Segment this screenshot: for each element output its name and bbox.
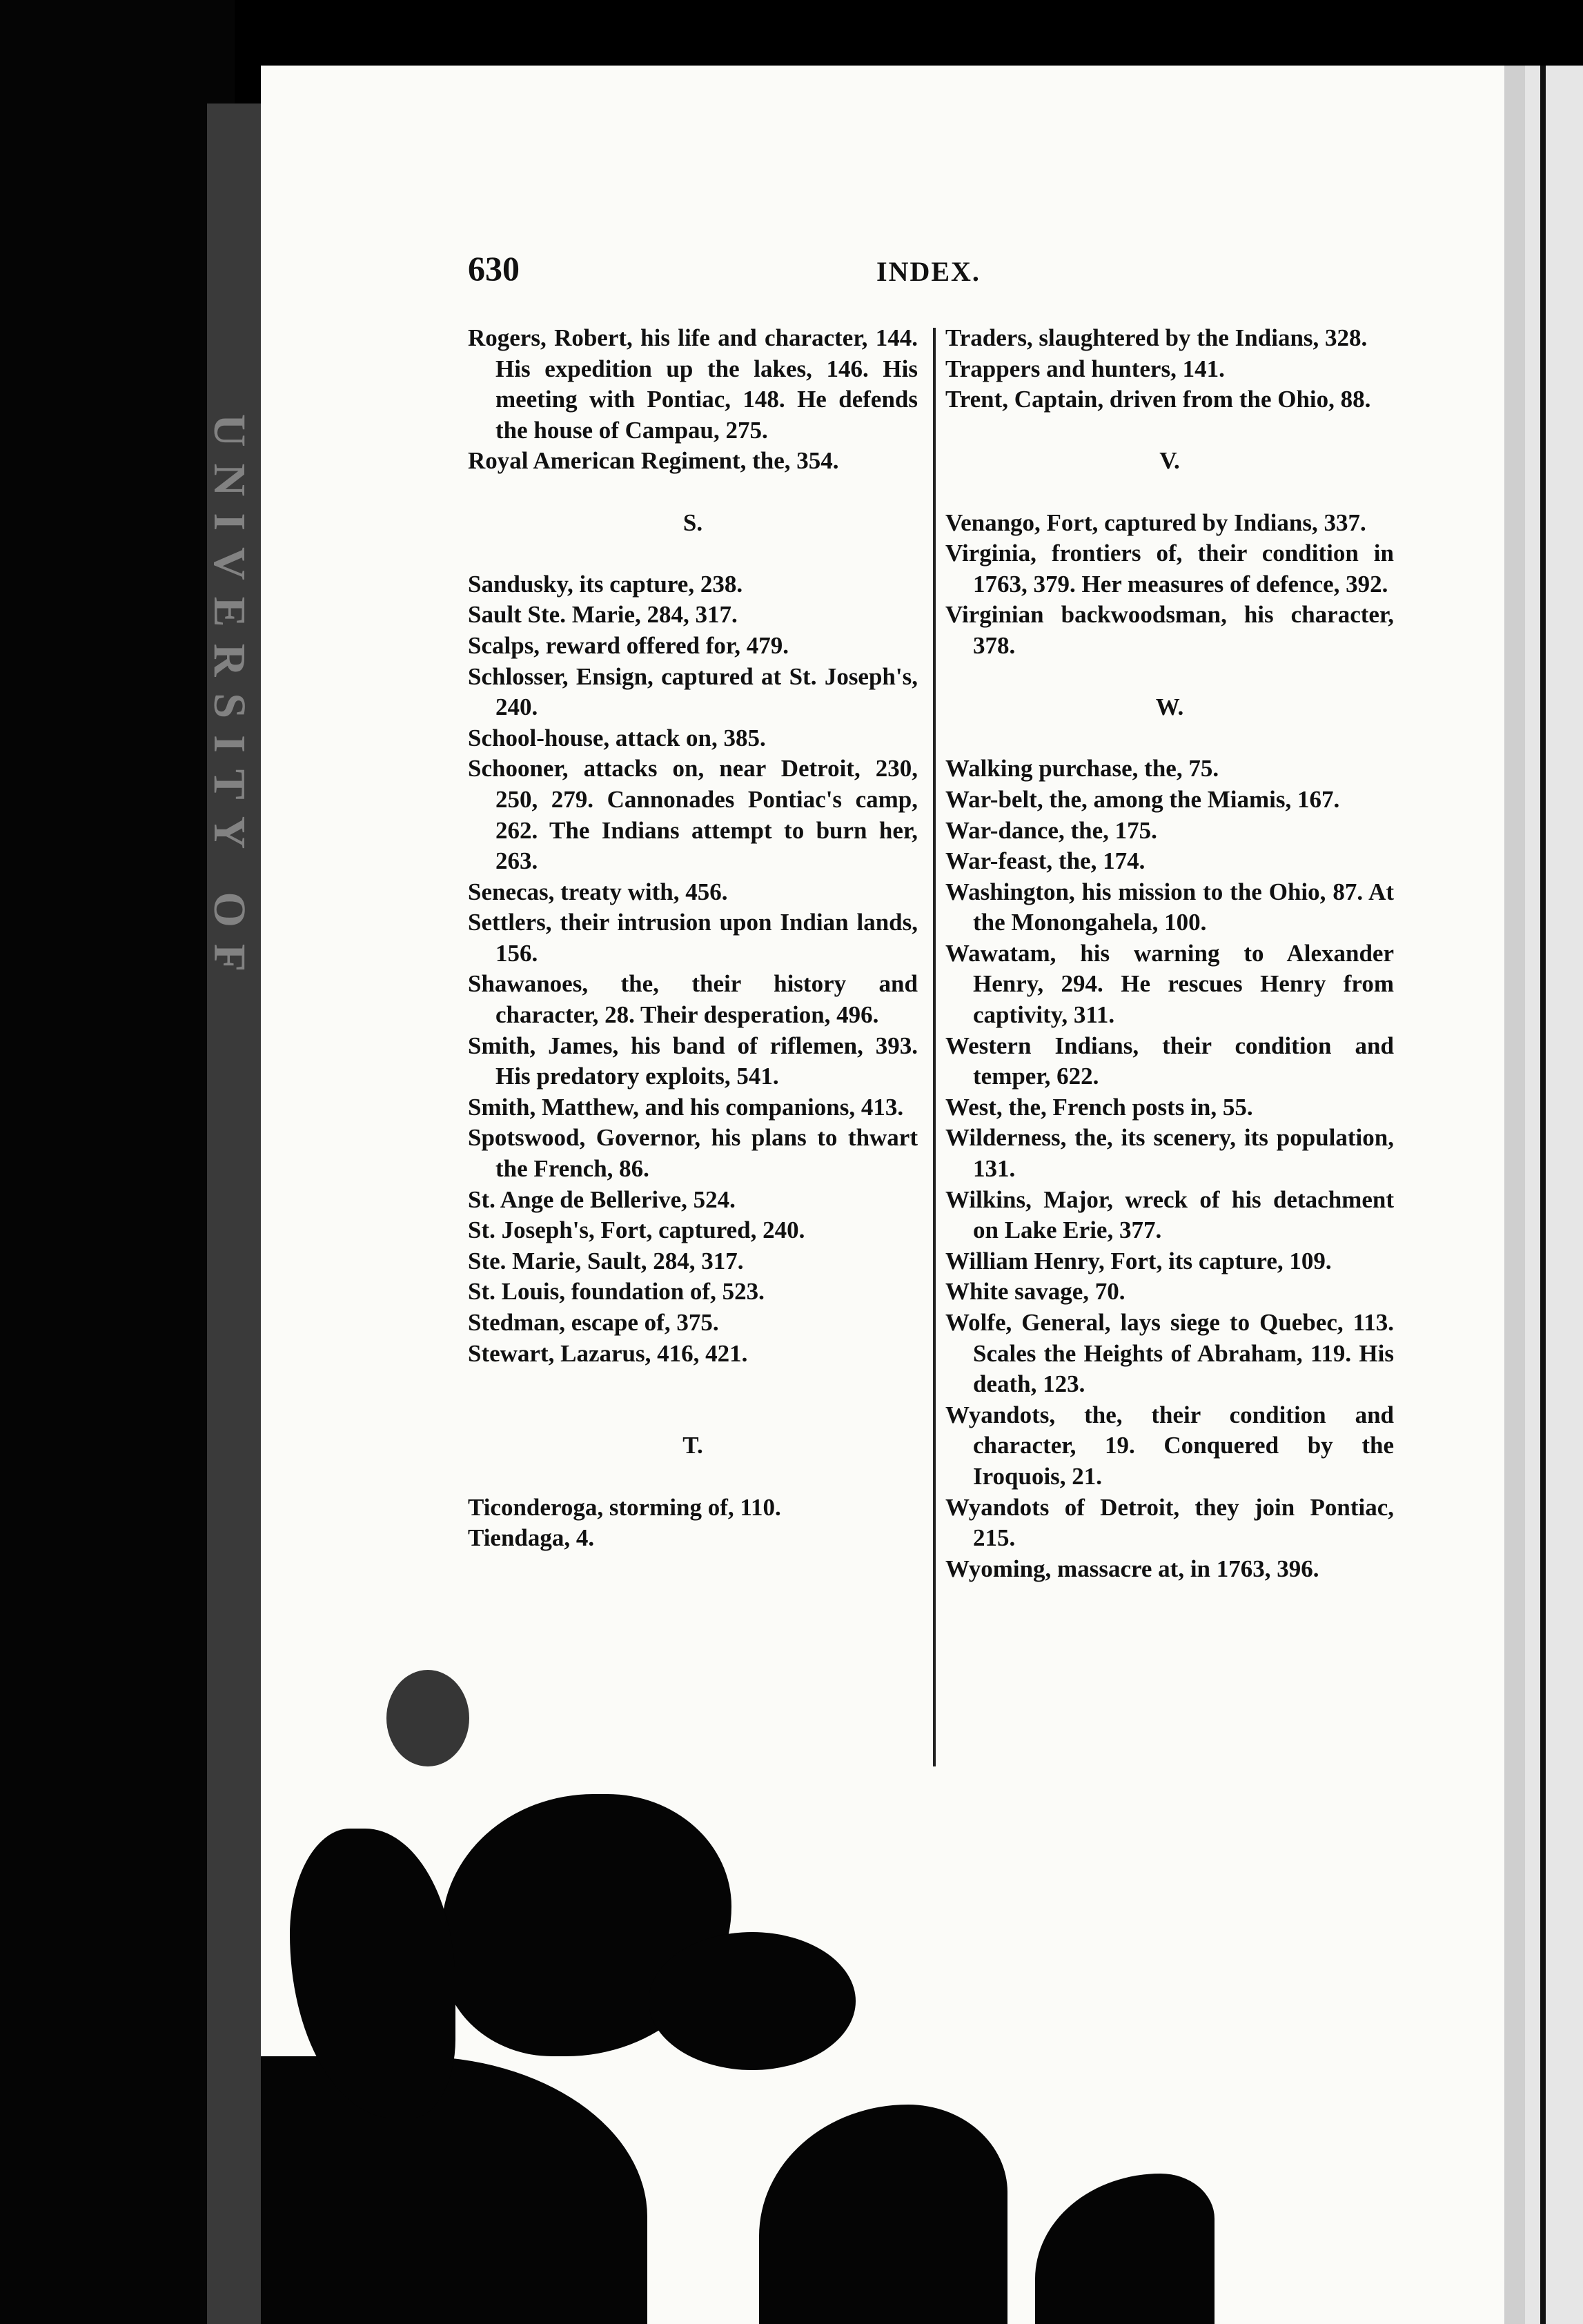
facing-page-edge <box>1525 66 1583 2324</box>
index-entry: Senecas, treaty with, 456. <box>468 878 728 905</box>
index-entry: William Henry, Fort, its capture, 109. <box>945 1247 1332 1274</box>
index-entry: Wyandots of Detroit, they join Pontiac, 215. <box>945 1493 1394 1552</box>
spacer <box>945 477 1394 508</box>
index-entry: War-belt, the, among the Miamis, 167. <box>945 785 1340 813</box>
index-entry: Trent, Captain, driven from the Ohio, 88. <box>945 386 1371 413</box>
index-entry: Schlosser, Ensign, captured at St. Joseph's, 240. <box>468 662 918 721</box>
index-entry: School-house, attack on, 385. <box>468 724 766 751</box>
spacer <box>468 1400 918 1431</box>
index-entry: Schooner, attacks on, near Detroit, 230, 250, 279. Cannonades Pontiac's camp, 262. The Indians attempt to burn her, 263. <box>468 755 918 875</box>
column-divider <box>933 328 936 1766</box>
index-entry: Rogers, Robert, his life and character, 144. His expedition up the lakes, 146. His meeting with Pontiac, 148. He defends the house of Campau, 275. <box>468 324 918 444</box>
index-entry: Wyandots, the, their condition and character, 19. Conquered by the Iroquois, 21. <box>945 1401 1394 1490</box>
index-entry: Wolfe, General, lays siege to Quebec, 113. Scales the Heights of Abraham, 119. His death, 123. <box>945 1309 1394 1398</box>
page-edge <box>1504 66 1525 2324</box>
index-entry: Smith, Matthew, and his companions, 413. <box>468 1093 904 1121</box>
spacer <box>945 662 1394 693</box>
index-entry: Wilkins, Major, wreck of his detachment on Lake Erie, 377. <box>945 1185 1394 1244</box>
index-entry: Wilderness, the, its scenery, its population, 131. <box>945 1124 1394 1183</box>
index-entry: Stewart, Lazarus, 416, 421. <box>468 1339 748 1367</box>
index-entry: Sault Ste. Marie, 284, 317. <box>468 601 738 629</box>
index-entry: Wyoming, massacre at, in 1763, 396. <box>945 1555 1319 1582</box>
index-entry: Sandusky, its capture, 238. <box>468 570 743 598</box>
spacer <box>945 723 1394 754</box>
index-entry: Walking purchase, the, 75. <box>945 755 1219 782</box>
index-entry: Royal American Regiment, the, 354. <box>468 447 839 475</box>
index-section-heading: V. <box>1159 447 1180 475</box>
index-entry: Wawatam, his warning to Alexander Henry, 294. He rescues Henry from captivity, 311. <box>945 939 1394 1029</box>
spacer <box>468 477 918 508</box>
index-column-right <box>945 323 1394 1584</box>
water-stain <box>649 1932 856 2070</box>
spacer <box>945 415 1394 446</box>
index-entry: War-feast, the, 174. <box>945 847 1146 875</box>
running-head: INDEX. <box>876 256 981 287</box>
index-entry: Ticonderoga, storming of, 110. <box>468 1493 781 1521</box>
page-number: 630 <box>468 249 520 288</box>
index-column-left <box>468 323 918 1554</box>
index-entry: Tiendaga, 4. <box>468 1524 595 1552</box>
water-stain <box>386 1670 469 1766</box>
index-section-heading: T. <box>682 1432 703 1459</box>
spacer <box>468 538 918 569</box>
index-entry: St. Louis, foundation of, 523. <box>468 1278 765 1306</box>
index-entry: Settlers, their intrusion upon Indian lands, 156. <box>468 909 918 967</box>
index-entry: Ste. Marie, Sault, 284, 317. <box>468 1247 744 1274</box>
index-entry: Virginia, frontiers of, their condition in 1763, 379. Her measures of defence, 392. <box>945 540 1394 598</box>
index-entry: Washington, his mission to the Ohio, 87. At the Monongahela, 100. <box>945 878 1394 936</box>
index-entry: Smith, James, his band of riflemen, 393. His predatory exploits, 541. <box>468 1032 918 1090</box>
index-entry: Western Indians, their condition and temper, 622. <box>945 1032 1394 1090</box>
spacer <box>468 1369 918 1400</box>
index-entry: Shawanoes, the, their history and character, 28. Their desperation, 496. <box>468 970 918 1029</box>
index-entry: White savage, 70. <box>945 1278 1125 1306</box>
index-entry: Stedman, escape of, 375. <box>468 1309 719 1336</box>
spacer <box>468 1461 918 1493</box>
index-entry: Virginian backwoodsman, his character, 378. <box>945 601 1394 659</box>
index-entry: St. Ange de Bellerive, 524. <box>468 1185 736 1213</box>
index-entry: Trappers and hunters, 141. <box>945 355 1225 382</box>
index-entry: West, the, French posts in, 55. <box>945 1093 1253 1121</box>
index-entry: Venango, Fort, captured by Indians, 337. <box>945 509 1366 536</box>
index-entry: Spotswood, Governor, his plans to thwart the French, 86. <box>468 1124 918 1183</box>
spine-lettering: UNIVERSITY OF <box>204 414 255 989</box>
index-section-heading: S. <box>682 509 703 536</box>
index-entry: St. Joseph's, Fort, captured, 240. <box>468 1217 805 1244</box>
index-entry: Scalps, reward offered for, 479. <box>468 631 789 659</box>
index-entry: Traders, slaughtered by the Indians, 328. <box>945 324 1368 351</box>
book-spine <box>0 0 235 2324</box>
index-section-heading: W. <box>1155 693 1184 721</box>
index-entry: War-dance, the, 175. <box>945 816 1157 844</box>
